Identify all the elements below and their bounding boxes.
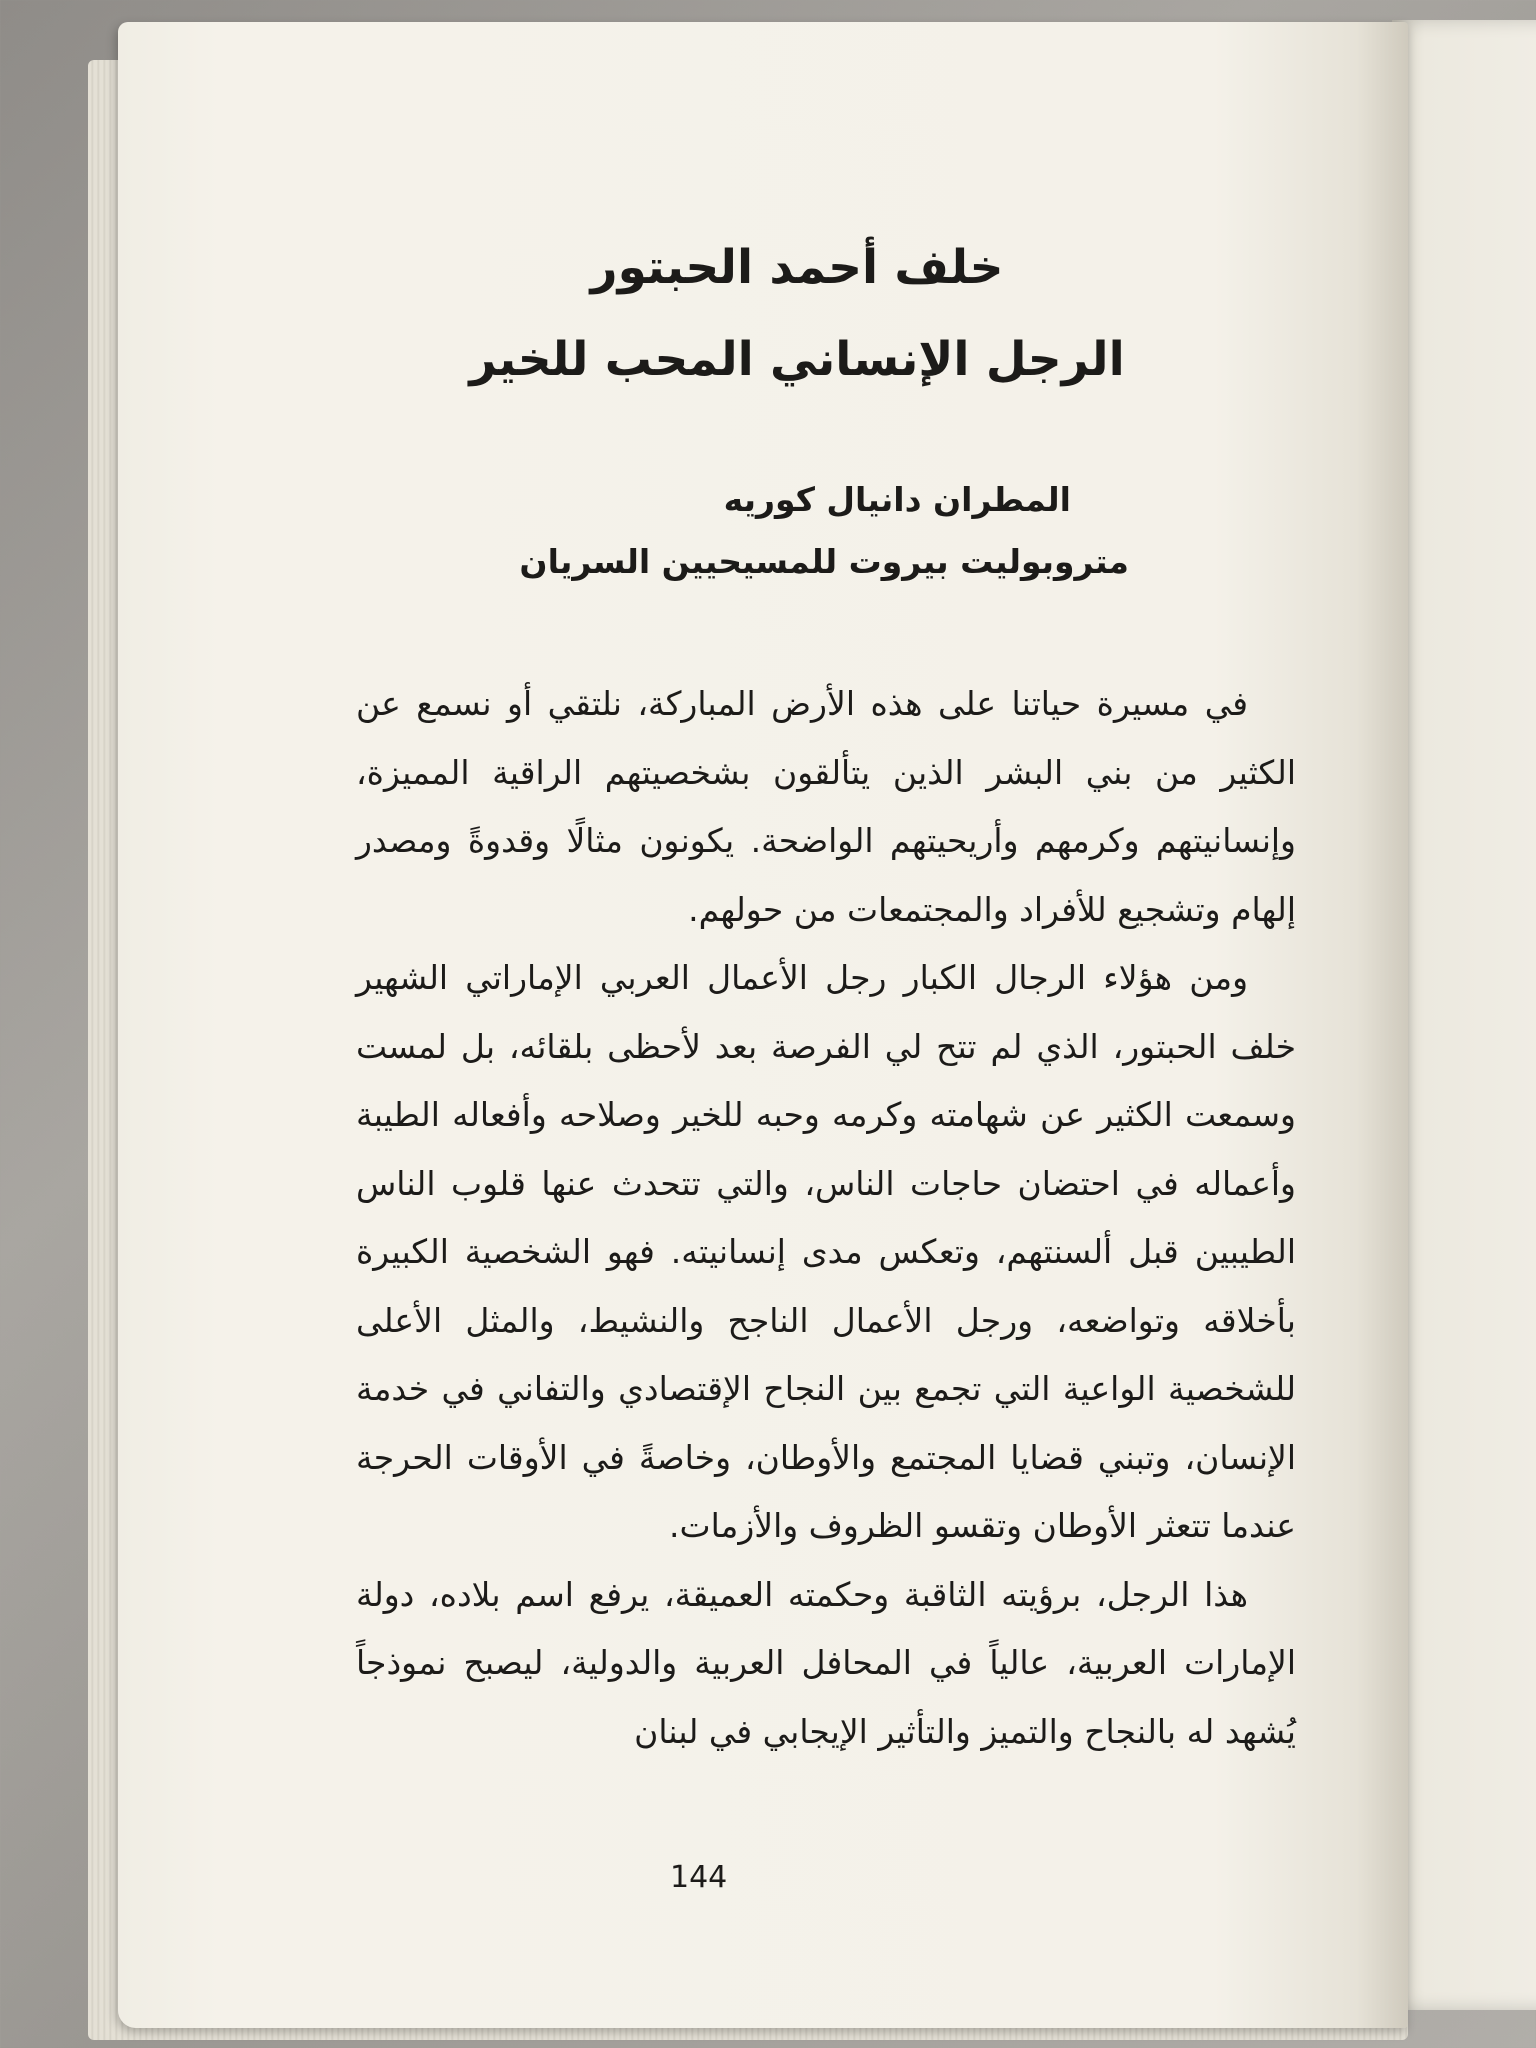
page-number: 144 — [670, 1860, 728, 1895]
heading-line-1: خلف أحمد الحبتور — [590, 240, 1004, 295]
paragraph-2: ومن هؤلاء الرجال الكبار رجل الأعمال العربي الإماراتي الشهير خلف الحبتور، الذي لم تتح لي الفرصة بعد لأحظى بلقائه، بل لمست وسمعت الكثير عن شهامته وكرمه وحبه للخير وصلاحه وأفعاله الطيبة وأعماله في احتضان حاجات الناس، والتي تتحدث عنها قلوب الناس الطيبين قبل ألسنتهم، وتعكس مدى إنسانيته. فهو الشخصية الكبيرة بأخلاقه وتواضعه، ورجل الأعمال الناجح والنشيط، والمثل الأعلى للشخصية الواعية التي تجمع بين النجاح الإقتصادي والتفاني في خدمة الإنسان، وتبني قضايا المجتمع والأوطان، وخاصةً في الأوقات الحرجة عندما تتعثر الأوطان وتقسو الظروف والأزمات. — [356, 958, 1296, 1545]
heading-line-2: الرجل الإنساني المحب للخير — [469, 332, 1125, 387]
book-page — [118, 22, 1408, 2028]
author-title: متروبوليت بيروت للمسيحيين السريان — [519, 542, 1129, 581]
paragraph-1: في مسيرة حياتنا على هذه الأرض المباركة، نلتقي أو نسمع عن الكثير من بني البشر الذين يتألقون بشخصيتهم الراقية المميزة، وإنسانيتهم وكرمهم وأريحيتهم الواضحة. يكونون مثالًا وقدوةً ومصدر إلهام وتشجيع للأفراد والمجتمعات من حولهم. — [356, 684, 1296, 929]
author-name: المطران دانيال كوريه — [723, 480, 1071, 519]
facing-page-edge — [1392, 20, 1536, 2010]
paragraph-3: هذا الرجل، برؤيته الثاقبة وحكمته العميقة، يرفع اسم بلاده، دولة الإمارات العربية، عالياً في المحافل العربية والدولية، ليصبح نموذجاً يُشهد له بالنجاح والتميز والتأثير الإيجابي في لبنان — [356, 1574, 1296, 1751]
body-text — [356, 670, 1296, 1766]
